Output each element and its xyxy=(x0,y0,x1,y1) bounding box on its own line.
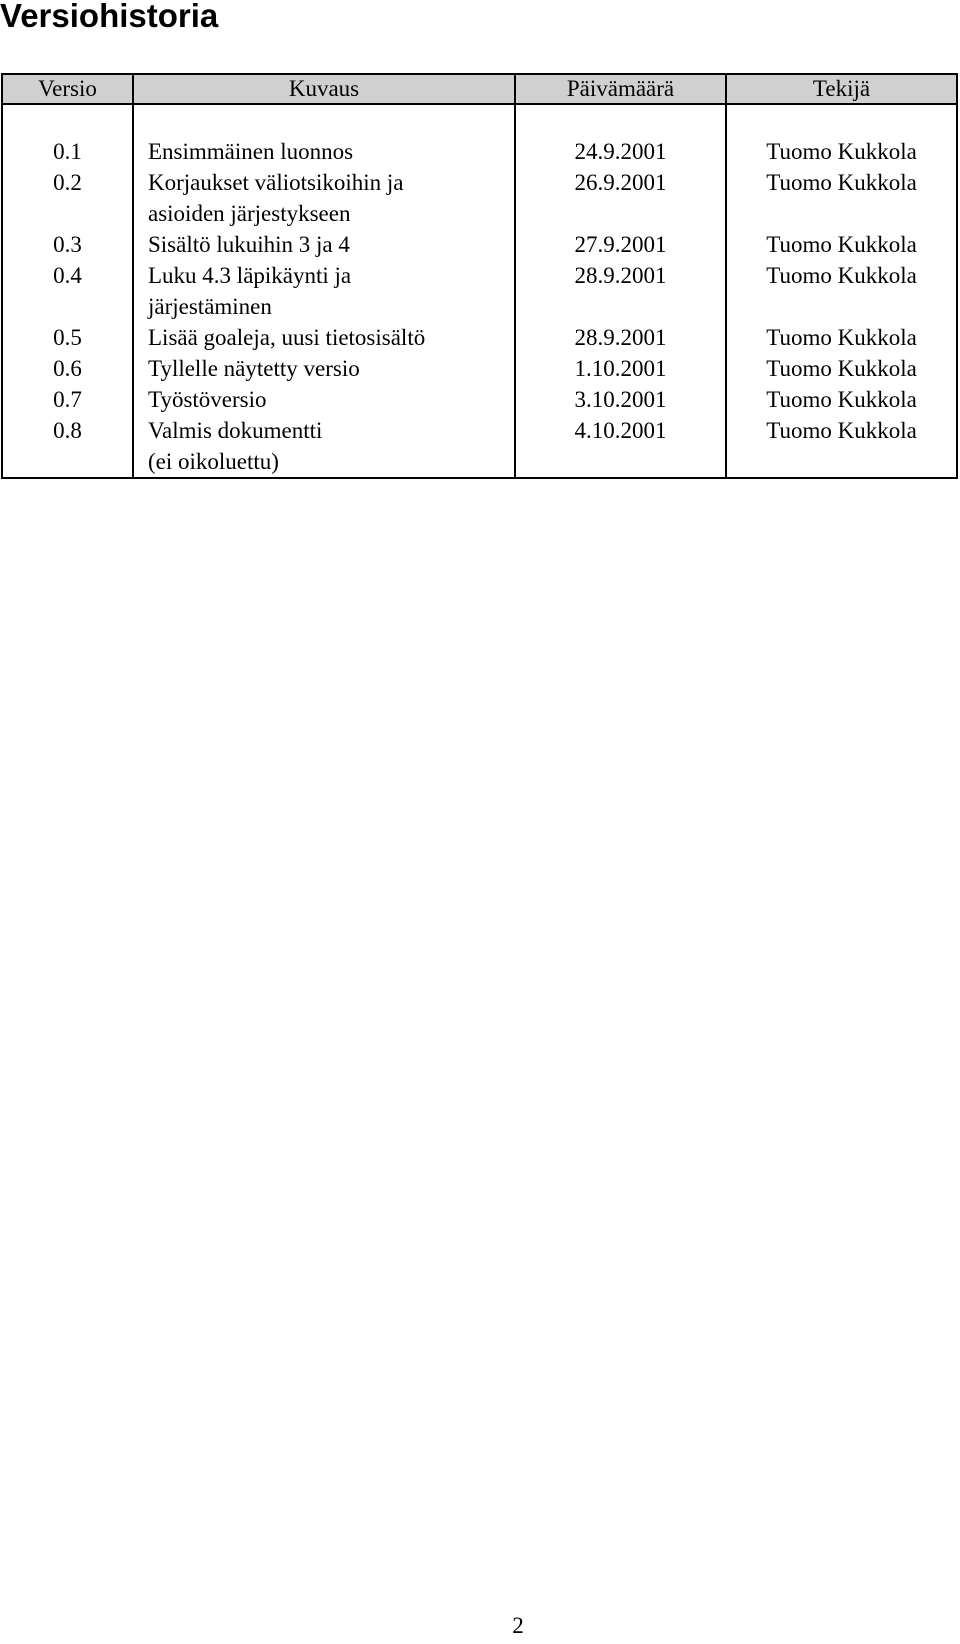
description-cell xyxy=(133,136,515,167)
version-cell: 0.3 xyxy=(2,229,133,260)
version-cell: 0.5 xyxy=(2,322,133,353)
version-cell: 0.4 xyxy=(2,260,133,322)
description-line: (ei oikoluettu) xyxy=(148,449,279,474)
author-cell: Tuomo Kukkola xyxy=(726,260,957,322)
date-cell: 27.9.2001 xyxy=(515,229,726,260)
author-cell: Tuomo Kukkola xyxy=(726,322,957,353)
empty-cell xyxy=(133,104,515,136)
table-row xyxy=(2,136,957,167)
description-line: Lisää goaleja, uusi tietosisältö xyxy=(148,325,426,350)
author-cell: Tuomo Kukkola xyxy=(726,167,957,229)
version-cell: 0.8 xyxy=(2,415,133,478)
description-line: asioiden järjestykseen xyxy=(148,201,351,226)
description-line: Korjaukset väliotsikoihin ja xyxy=(148,170,404,195)
date-cell: 28.9.2001 xyxy=(515,260,726,322)
author-cell: Tuomo Kukkola xyxy=(726,384,957,415)
description-line: Luku 4.3 läpikäynti ja xyxy=(148,263,352,288)
description-cell xyxy=(133,260,515,322)
version-cell: 0.7 xyxy=(2,384,133,415)
version-history-table xyxy=(1,73,958,479)
author-cell: Tuomo Kukkola xyxy=(726,136,957,167)
author-cell: Tuomo Kukkola xyxy=(726,229,957,260)
date-cell: 1.10.2001 xyxy=(515,353,726,384)
table-row xyxy=(2,260,957,322)
date-cell: 28.9.2001 xyxy=(515,322,726,353)
table-row xyxy=(2,229,957,260)
version-cell: 0.2 xyxy=(2,167,133,229)
page-number: 2 xyxy=(512,1613,524,1638)
description-cell xyxy=(133,415,515,478)
table-row xyxy=(2,167,957,229)
empty-cell xyxy=(515,104,726,136)
version-cell: 0.6 xyxy=(2,353,133,384)
version-cell: 0.1 xyxy=(2,136,133,167)
description-line: Sisältö lukuihin 3 ja 4 xyxy=(148,232,350,257)
description-cell xyxy=(133,384,515,415)
table-header-row xyxy=(2,74,957,104)
description-cell xyxy=(133,322,515,353)
description-line: Valmis dokumentti xyxy=(148,418,323,443)
table-row xyxy=(2,353,957,384)
date-cell: 24.9.2001 xyxy=(515,136,726,167)
empty-cell xyxy=(2,104,133,136)
table-row xyxy=(2,384,957,415)
page-title: Versiohistoria xyxy=(0,0,219,34)
description-line: Työstöversio xyxy=(148,387,267,412)
description-line: Tyllelle näytetty versio xyxy=(148,356,360,381)
table-row xyxy=(2,415,957,478)
column-header-author: Tekijä xyxy=(726,74,957,104)
column-header-date: Päivämäärä xyxy=(515,74,726,104)
table-row xyxy=(2,322,957,353)
description-cell xyxy=(133,167,515,229)
column-header-description: Kuvaus xyxy=(133,74,515,104)
description-line: järjestäminen xyxy=(148,294,272,319)
column-header-version: Versio xyxy=(2,74,133,104)
date-cell: 4.10.2001 xyxy=(515,415,726,478)
date-cell: 26.9.2001 xyxy=(515,167,726,229)
empty-row xyxy=(2,104,957,136)
description-cell xyxy=(133,229,515,260)
date-cell: 3.10.2001 xyxy=(515,384,726,415)
description-cell xyxy=(133,353,515,384)
author-cell: Tuomo Kukkola xyxy=(726,415,957,478)
empty-cell xyxy=(726,104,957,136)
description-line: Ensimmäinen luonnos xyxy=(148,139,354,164)
author-cell: Tuomo Kukkola xyxy=(726,353,957,384)
